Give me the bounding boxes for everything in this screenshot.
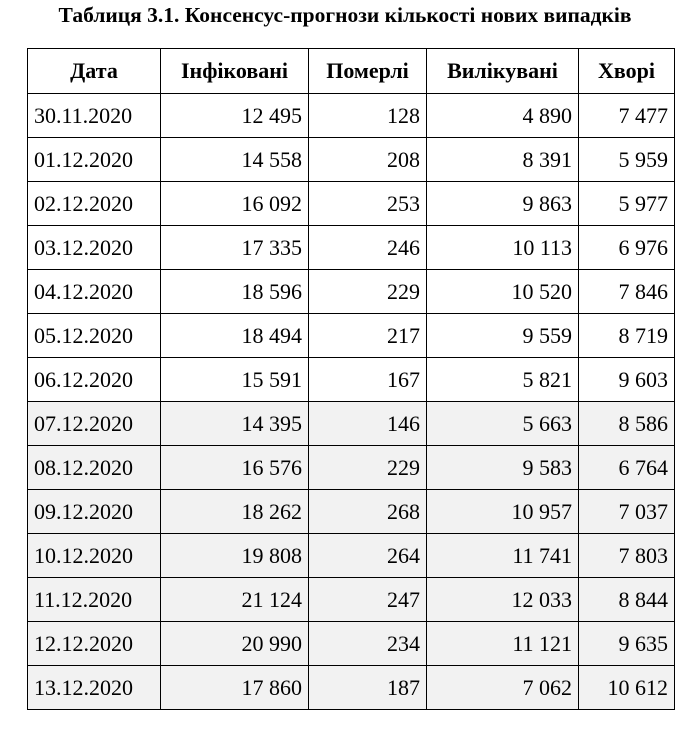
cell-sick: 9 635 [579, 622, 675, 666]
cell-date: 04.12.2020 [28, 270, 161, 314]
table-row [28, 226, 675, 270]
cell-died: 268 [309, 490, 427, 534]
cell-date: 12.12.2020 [28, 622, 161, 666]
cell-recovered: 10 113 [427, 226, 579, 270]
cell-died: 229 [309, 446, 427, 490]
cell-recovered: 11 741 [427, 534, 579, 578]
cell-died: 264 [309, 534, 427, 578]
table-header-row [28, 49, 675, 94]
cell-recovered: 10 957 [427, 490, 579, 534]
table-body [28, 94, 675, 710]
table-row [28, 622, 675, 666]
table-row [28, 446, 675, 490]
cell-infected: 17 335 [161, 226, 309, 270]
cell-recovered: 4 890 [427, 94, 579, 138]
cell-sick: 5 959 [579, 138, 675, 182]
cell-sick: 8 719 [579, 314, 675, 358]
table-caption: Таблиця 3.1. Консенсус-прогнози кількості нових випадків [58, 3, 632, 27]
cell-recovered: 5 663 [427, 402, 579, 446]
cell-infected: 21 124 [161, 578, 309, 622]
cell-infected: 18 262 [161, 490, 309, 534]
cell-date: 01.12.2020 [28, 138, 161, 182]
cell-infected: 12 495 [161, 94, 309, 138]
cell-died: 146 [309, 402, 427, 446]
cell-recovered: 10 520 [427, 270, 579, 314]
cell-infected: 17 860 [161, 666, 309, 710]
cell-infected: 14 395 [161, 402, 309, 446]
cell-died: 217 [309, 314, 427, 358]
cell-infected: 15 591 [161, 358, 309, 402]
header-infected: Інфіковані [161, 49, 309, 94]
cell-sick: 8 586 [579, 402, 675, 446]
cell-infected: 14 558 [161, 138, 309, 182]
table-row [28, 358, 675, 402]
cell-date: 30.11.2020 [28, 94, 161, 138]
cell-recovered: 7 062 [427, 666, 579, 710]
cell-date: 05.12.2020 [28, 314, 161, 358]
cell-sick: 9 603 [579, 358, 675, 402]
cell-sick: 5 977 [579, 182, 675, 226]
cell-sick: 7 037 [579, 490, 675, 534]
cell-recovered: 12 033 [427, 578, 579, 622]
cell-date: 02.12.2020 [28, 182, 161, 226]
cell-recovered: 9 559 [427, 314, 579, 358]
cell-sick: 7 477 [579, 94, 675, 138]
table-row [28, 182, 675, 226]
table-row [28, 402, 675, 446]
cell-date: 07.12.2020 [28, 402, 161, 446]
cell-infected: 18 494 [161, 314, 309, 358]
cell-sick: 7 803 [579, 534, 675, 578]
header-died: Померлі [309, 49, 427, 94]
table-row [28, 138, 675, 182]
cell-recovered: 8 391 [427, 138, 579, 182]
cell-died: 253 [309, 182, 427, 226]
cell-date: 06.12.2020 [28, 358, 161, 402]
cell-died: 187 [309, 666, 427, 710]
cell-sick: 6 764 [579, 446, 675, 490]
cell-recovered: 5 821 [427, 358, 579, 402]
cell-sick: 10 612 [579, 666, 675, 710]
cell-died: 208 [309, 138, 427, 182]
cell-recovered: 9 583 [427, 446, 579, 490]
header-recovered: Вилікувані [427, 49, 579, 94]
cell-infected: 20 990 [161, 622, 309, 666]
cell-sick: 6 976 [579, 226, 675, 270]
table-row [28, 666, 675, 710]
table-row [28, 578, 675, 622]
cell-sick: 8 844 [579, 578, 675, 622]
cell-died: 234 [309, 622, 427, 666]
cell-date: 08.12.2020 [28, 446, 161, 490]
cell-died: 247 [309, 578, 427, 622]
cell-died: 229 [309, 270, 427, 314]
cell-date: 10.12.2020 [28, 534, 161, 578]
table-row [28, 534, 675, 578]
cell-infected: 18 596 [161, 270, 309, 314]
table-row [28, 270, 675, 314]
forecast-table [27, 48, 675, 710]
cell-date: 03.12.2020 [28, 226, 161, 270]
cell-died: 246 [309, 226, 427, 270]
cell-infected: 16 576 [161, 446, 309, 490]
cell-infected: 19 808 [161, 534, 309, 578]
cell-recovered: 11 121 [427, 622, 579, 666]
cell-died: 167 [309, 358, 427, 402]
header-date: Дата [28, 49, 161, 94]
cell-date: 13.12.2020 [28, 666, 161, 710]
cell-date: 09.12.2020 [28, 490, 161, 534]
cell-recovered: 9 863 [427, 182, 579, 226]
table-row [28, 94, 675, 138]
cell-died: 128 [309, 94, 427, 138]
cell-date: 11.12.2020 [28, 578, 161, 622]
header-sick: Хворі [579, 49, 675, 94]
table-row [28, 490, 675, 534]
table-row [28, 314, 675, 358]
cell-sick: 7 846 [579, 270, 675, 314]
cell-infected: 16 092 [161, 182, 309, 226]
